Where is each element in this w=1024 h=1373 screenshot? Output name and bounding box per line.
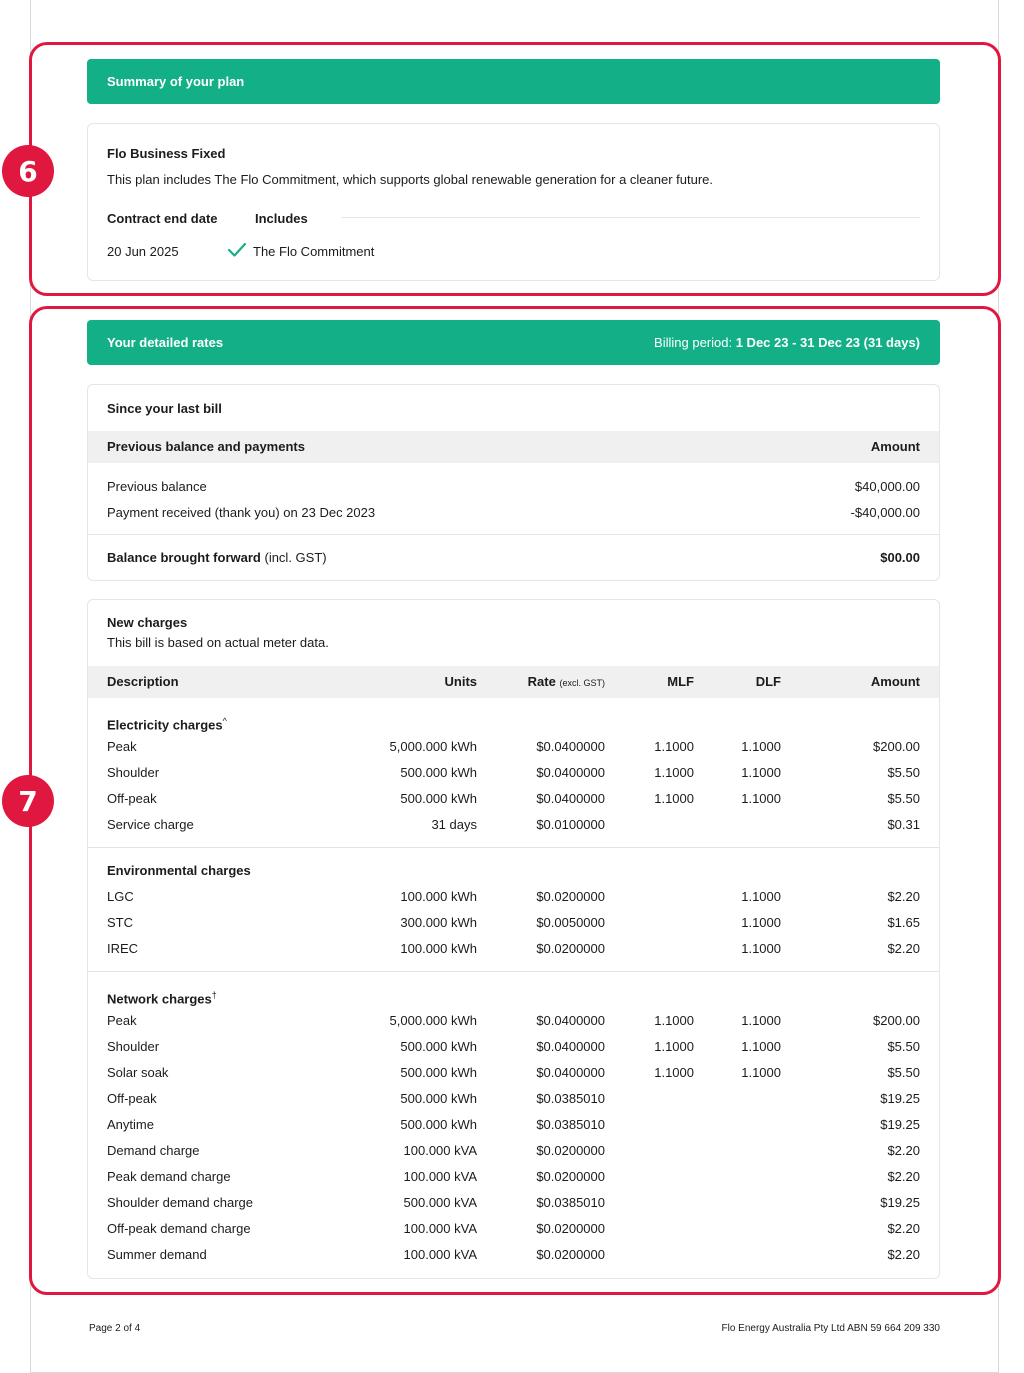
cell-dlf: 1.1000 bbox=[741, 889, 781, 904]
cell-rate: $0.0385010 bbox=[536, 1117, 605, 1132]
cell-amount: $2.20 bbox=[887, 1169, 920, 1184]
cell-rate: $0.0400000 bbox=[536, 1013, 605, 1028]
previous-balance-column-amount: Amount bbox=[870, 439, 920, 454]
cell-rate: $0.0400000 bbox=[536, 739, 605, 754]
cell-mlf: 1.1000 bbox=[654, 791, 694, 806]
plan-card bbox=[87, 123, 940, 281]
balance-forward-label bbox=[107, 550, 327, 566]
cell-amount: $200.00 bbox=[873, 739, 920, 754]
table-row bbox=[88, 1143, 939, 1159]
cell-units: 500.000 kWh bbox=[400, 1065, 477, 1080]
cell-rate: $0.0200000 bbox=[536, 1169, 605, 1184]
column-mlf: MLF bbox=[667, 674, 694, 689]
cell-units: 500.000 kWh bbox=[400, 1039, 477, 1054]
electricity-charges-mark: ^ bbox=[222, 716, 227, 726]
table-row bbox=[88, 791, 939, 807]
cell-amount: $2.20 bbox=[887, 1247, 920, 1262]
column-rate-note: (excl. GST) bbox=[559, 678, 605, 688]
cell-desc: Summer demand bbox=[107, 1247, 207, 1262]
table-row bbox=[88, 1013, 939, 1029]
table-row bbox=[88, 1091, 939, 1107]
cell-desc: Demand charge bbox=[107, 1143, 200, 1158]
column-rate-label: Rate bbox=[527, 674, 556, 689]
cell-rate: $0.0400000 bbox=[536, 765, 605, 780]
cell-rate: $0.0100000 bbox=[536, 817, 605, 832]
cell-rate: $0.0200000 bbox=[536, 889, 605, 904]
cell-units: 100.000 kVA bbox=[403, 1169, 477, 1184]
cell-rate: $0.0050000 bbox=[536, 915, 605, 930]
balance-forward-gst-note: (incl. GST) bbox=[264, 550, 327, 565]
cell-rate: $0.0200000 bbox=[536, 1247, 605, 1262]
cell-units: 5,000.000 kWh bbox=[389, 739, 477, 754]
cell-amount: $2.20 bbox=[887, 1143, 920, 1158]
cell-desc: Shoulder demand charge bbox=[107, 1195, 253, 1210]
charges-table-header bbox=[88, 674, 939, 690]
cell-amount: $2.20 bbox=[887, 889, 920, 904]
table-row bbox=[88, 1039, 939, 1055]
table-row bbox=[88, 739, 939, 755]
electricity-charges-label: Electricity charges bbox=[107, 717, 223, 733]
since-last-bill-title: Since your last bill bbox=[107, 401, 222, 416]
cell-amount: $1.65 bbox=[887, 915, 920, 930]
balance-forward-amount: $00.00 bbox=[880, 550, 920, 565]
previous-balance-label: Previous balance bbox=[107, 479, 207, 494]
cell-units: 100.000 kVA bbox=[403, 1247, 477, 1262]
cell-desc: Peak bbox=[107, 739, 137, 754]
cell-rate: $0.0200000 bbox=[536, 941, 605, 956]
cell-units: 100.000 kWh bbox=[400, 941, 477, 956]
payment-received-amount: -$40,000.00 bbox=[850, 505, 920, 520]
contract-end-label: Contract end date bbox=[107, 211, 218, 226]
cell-dlf: 1.1000 bbox=[741, 1039, 781, 1054]
cell-mlf: 1.1000 bbox=[654, 1039, 694, 1054]
cell-amount: $5.50 bbox=[887, 1039, 920, 1054]
table-row bbox=[88, 765, 939, 781]
column-amount: Amount bbox=[870, 674, 920, 689]
cell-units: 5,000.000 kWh bbox=[389, 1013, 477, 1028]
cell-dlf: 1.1000 bbox=[741, 915, 781, 930]
cell-desc: Off-peak bbox=[107, 791, 157, 806]
new-charges-card bbox=[87, 599, 940, 1279]
cell-desc: Peak demand charge bbox=[107, 1169, 231, 1184]
detailed-rates-header bbox=[87, 320, 940, 365]
cell-desc: Service charge bbox=[107, 817, 194, 832]
cell-desc: IREC bbox=[107, 941, 139, 956]
cell-mlf: 1.1000 bbox=[654, 1065, 694, 1080]
cell-units: 300.000 kWh bbox=[400, 915, 477, 930]
network-divider bbox=[88, 971, 939, 972]
column-rate bbox=[528, 674, 605, 691]
cell-amount: $19.25 bbox=[880, 1117, 920, 1132]
cell-dlf: 1.1000 bbox=[741, 1013, 781, 1028]
cell-mlf: 1.1000 bbox=[654, 765, 694, 780]
column-description: Description bbox=[107, 674, 179, 689]
cell-dlf: 1.1000 bbox=[741, 765, 781, 780]
cell-units: 31 days bbox=[431, 817, 477, 832]
includes-divider bbox=[342, 217, 920, 218]
plan-description: This plan includes The Flo Commitment, which supports global renewable generation for a cleaner future. bbox=[107, 172, 714, 187]
column-dlf: DLF bbox=[755, 674, 781, 689]
plan-summary-header bbox=[87, 59, 940, 104]
cell-desc: Off-peak demand charge bbox=[107, 1221, 251, 1236]
payment-received-label: Payment received (thank you) on 23 Dec 2023 bbox=[107, 505, 376, 520]
table-row bbox=[88, 1169, 939, 1185]
cell-amount: $2.20 bbox=[887, 941, 920, 956]
cell-dlf: 1.1000 bbox=[741, 791, 781, 806]
cell-units: 500.000 kWh bbox=[400, 1091, 477, 1106]
cell-rate: $0.0200000 bbox=[536, 1143, 605, 1158]
footer-company: Flo Energy Australia Pty Ltd ABN 59 664 209 330 bbox=[721, 1323, 940, 1334]
plan-name: Flo Business Fixed bbox=[107, 146, 226, 161]
table-row bbox=[88, 1195, 939, 1211]
includes-value: The Flo Commitment bbox=[253, 244, 375, 259]
callout-badge-6: 6 bbox=[2, 145, 54, 197]
balance-forward-title: Balance brought forward bbox=[107, 550, 261, 565]
contract-end-value: 20 Jun 2025 bbox=[107, 244, 179, 259]
cell-units: 500.000 kWh bbox=[400, 791, 477, 806]
cell-amount: $2.20 bbox=[887, 1221, 920, 1236]
table-row bbox=[88, 889, 939, 905]
cell-mlf: 1.1000 bbox=[654, 1013, 694, 1028]
callout-badge-7: 7 bbox=[2, 775, 54, 827]
cell-desc: LGC bbox=[107, 889, 134, 904]
cell-amount: $5.50 bbox=[887, 791, 920, 806]
cell-amount: $200.00 bbox=[873, 1013, 920, 1028]
billing-period bbox=[654, 335, 920, 350]
electricity-charges-title bbox=[107, 713, 227, 733]
balance-divider bbox=[88, 534, 939, 535]
table-row bbox=[88, 1117, 939, 1133]
cell-dlf: 1.1000 bbox=[741, 1065, 781, 1080]
cell-desc: STC bbox=[107, 915, 133, 930]
billing-period-label: Billing period: bbox=[654, 335, 733, 350]
cell-units: 500.000 kWh bbox=[400, 765, 477, 780]
network-charges-title bbox=[107, 987, 217, 1007]
cell-desc: Shoulder bbox=[107, 765, 160, 780]
cell-units: 100.000 kVA bbox=[403, 1221, 477, 1236]
cell-rate: $0.0385010 bbox=[536, 1195, 605, 1210]
table-row bbox=[88, 1065, 939, 1081]
column-units: Units bbox=[444, 674, 477, 689]
table-row bbox=[88, 817, 939, 833]
table-row bbox=[88, 1247, 939, 1263]
cell-rate: $0.0385010 bbox=[536, 1091, 605, 1106]
includes-label: Includes bbox=[255, 211, 308, 226]
previous-balance-amount: $40,000.00 bbox=[854, 479, 920, 494]
cell-amount: $5.50 bbox=[887, 1065, 920, 1080]
environmental-divider bbox=[88, 847, 939, 848]
cell-rate: $0.0400000 bbox=[536, 1065, 605, 1080]
cell-rate: $0.0400000 bbox=[536, 791, 605, 806]
cell-units: 500.000 kWh bbox=[400, 1117, 477, 1132]
new-charges-title: New charges bbox=[107, 615, 188, 630]
plan-summary-title: Summary of your plan bbox=[107, 74, 245, 89]
cell-dlf: 1.1000 bbox=[741, 739, 781, 754]
cell-mlf: 1.1000 bbox=[654, 739, 694, 754]
cell-units: 100.000 kVA bbox=[403, 1143, 477, 1158]
table-row bbox=[88, 1221, 939, 1237]
billing-period-value: 1 Dec 23 - 31 Dec 23 (31 days) bbox=[735, 335, 920, 350]
cell-rate: $0.0200000 bbox=[536, 1221, 605, 1236]
cell-dlf: 1.1000 bbox=[741, 941, 781, 956]
network-charges-label: Network charges bbox=[107, 991, 212, 1007]
cell-rate: $0.0400000 bbox=[536, 1039, 605, 1054]
cell-units: 100.000 kWh bbox=[400, 889, 477, 904]
table-row bbox=[88, 915, 939, 931]
cell-amount: $19.25 bbox=[880, 1091, 920, 1106]
check-icon bbox=[227, 242, 247, 258]
cell-desc: Anytime bbox=[107, 1117, 154, 1132]
cell-units: 500.000 kVA bbox=[403, 1195, 477, 1210]
detailed-rates-title: Your detailed rates bbox=[107, 335, 224, 350]
new-charges-subtitle: This bill is based on actual meter data. bbox=[107, 635, 329, 650]
footer-page-number: Page 2 of 4 bbox=[89, 1323, 141, 1334]
cell-desc: Off-peak bbox=[107, 1091, 157, 1106]
cell-amount: $5.50 bbox=[887, 765, 920, 780]
cell-amount: $0.31 bbox=[887, 817, 920, 832]
since-last-bill-card bbox=[87, 384, 940, 581]
cell-desc: Solar soak bbox=[107, 1065, 169, 1080]
environmental-charges-title: Environmental charges bbox=[107, 863, 251, 878]
cell-desc: Peak bbox=[107, 1013, 137, 1028]
cell-desc: Shoulder bbox=[107, 1039, 160, 1054]
previous-balance-column-description: Previous balance and payments bbox=[107, 439, 305, 454]
network-charges-mark: † bbox=[211, 990, 217, 1000]
cell-amount: $19.25 bbox=[880, 1195, 920, 1210]
table-row bbox=[88, 941, 939, 957]
